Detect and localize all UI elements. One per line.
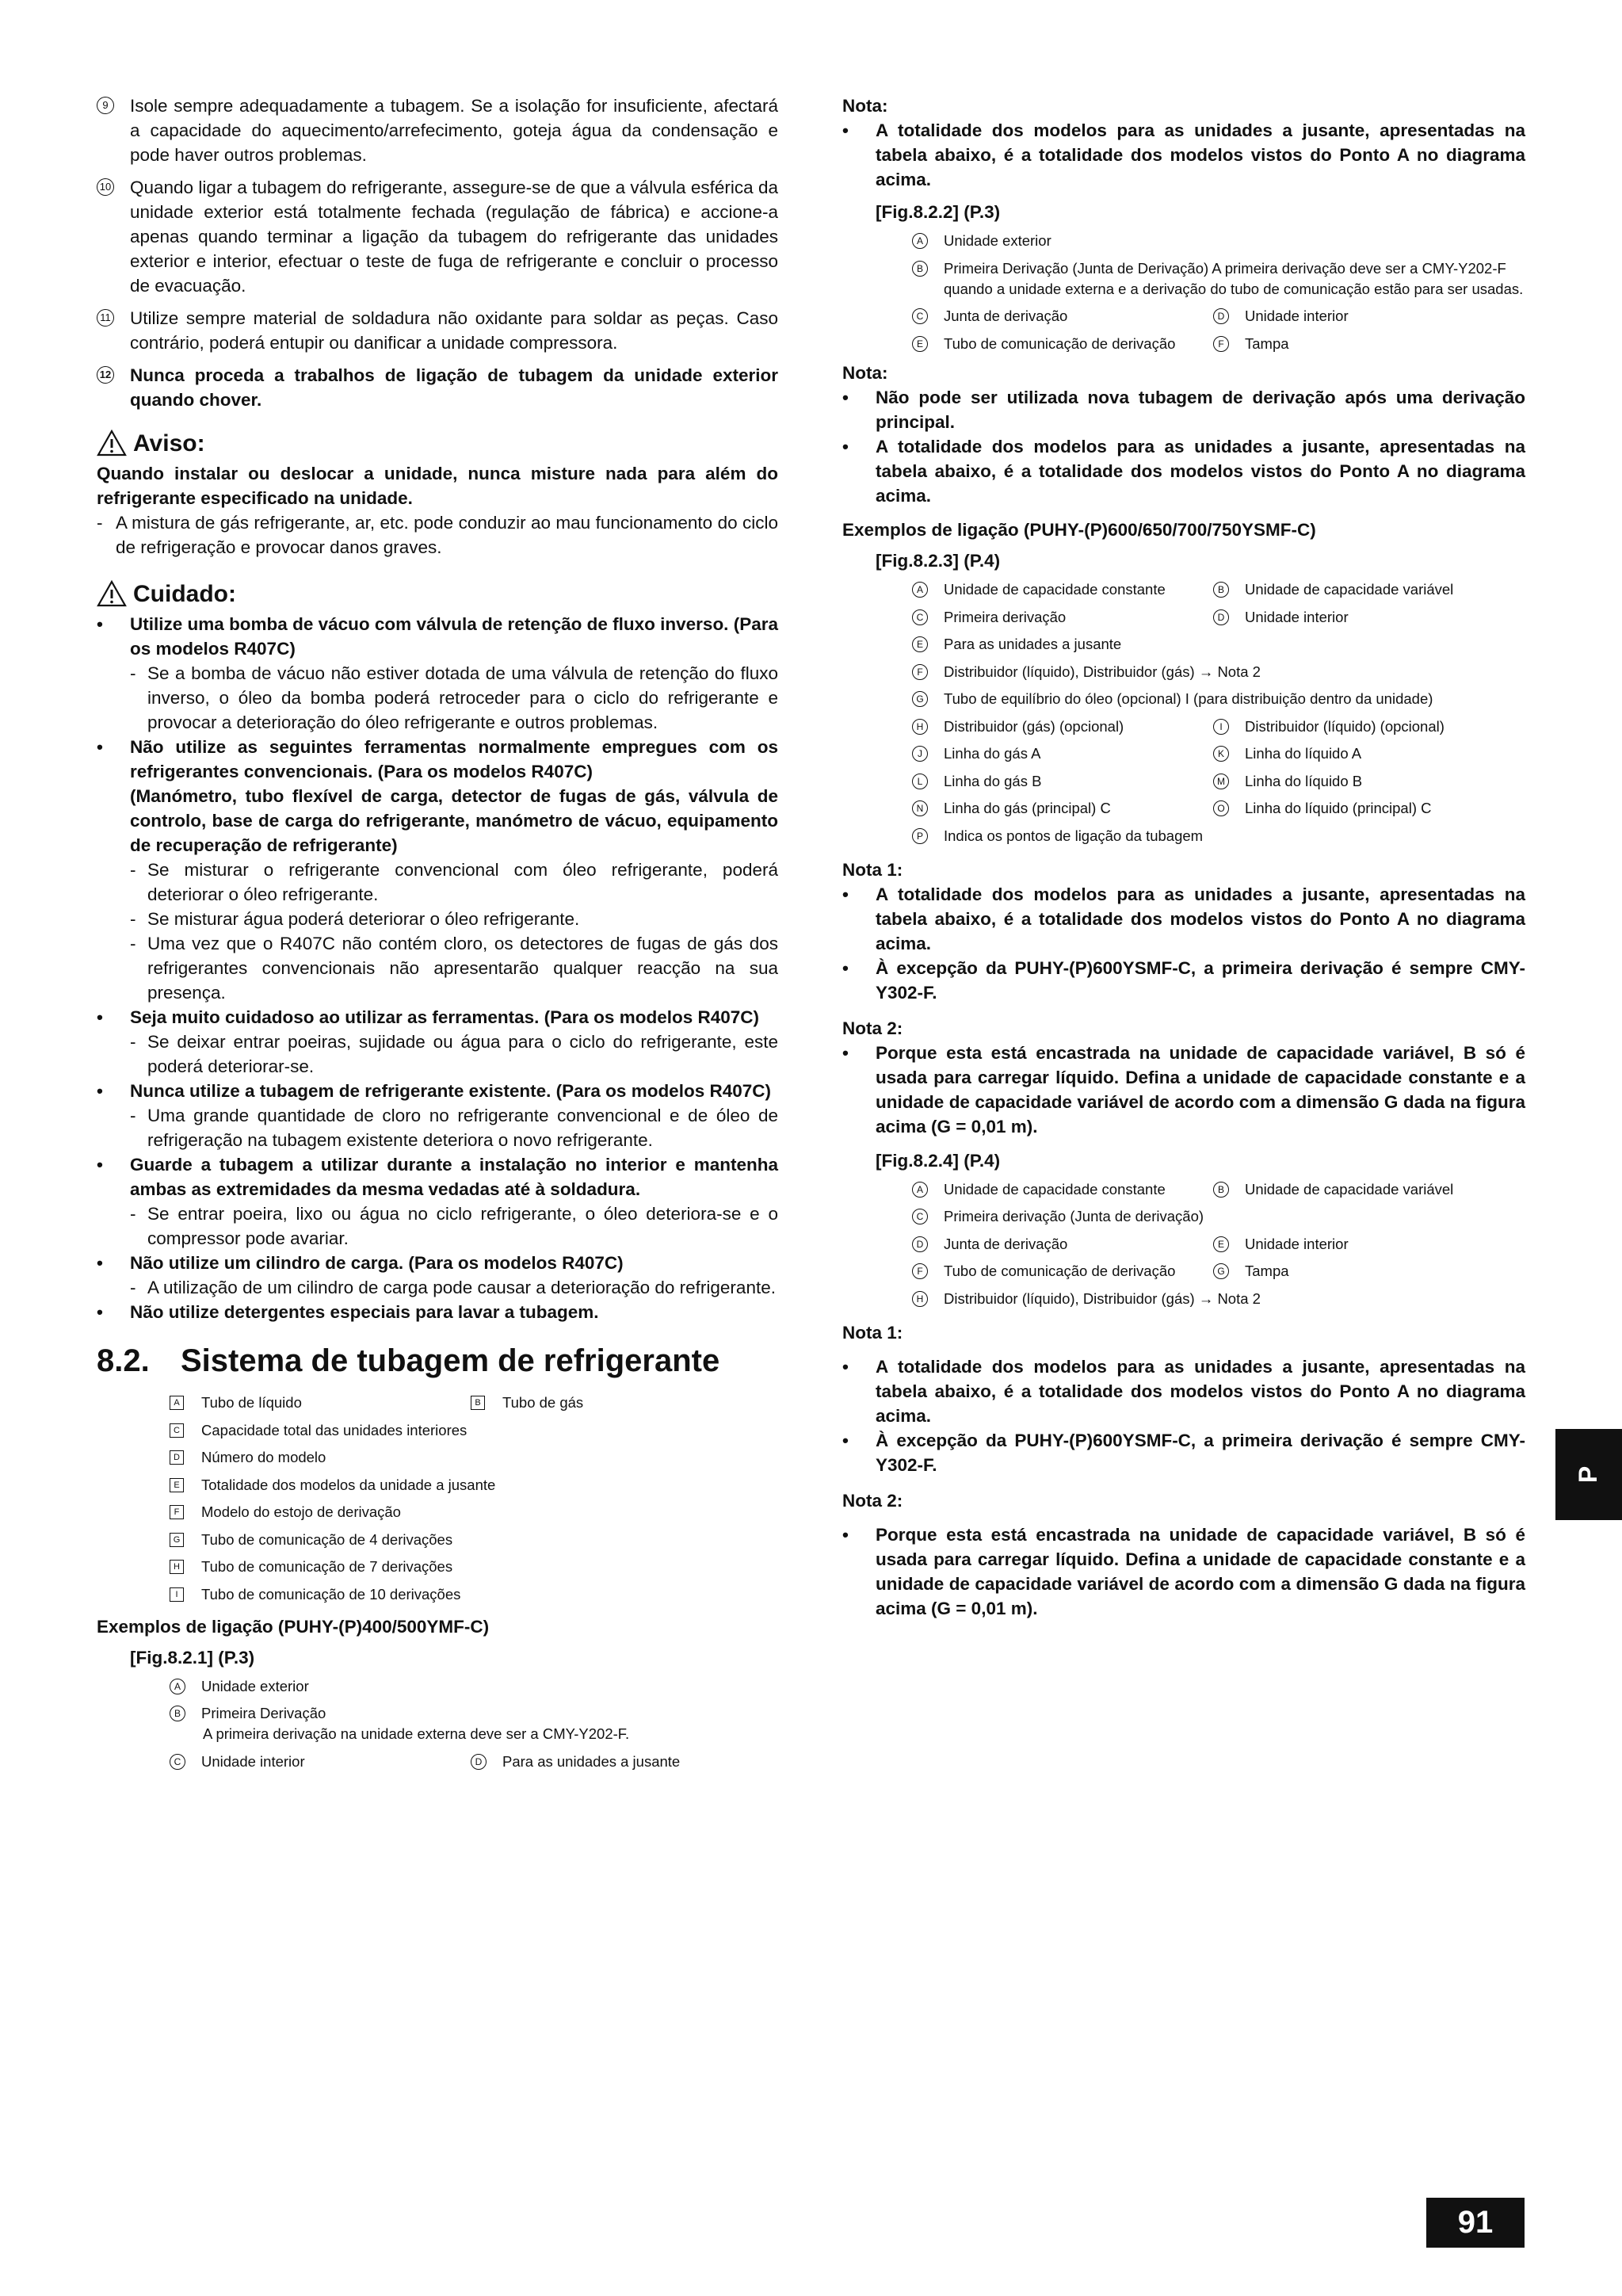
- label-marker: F: [912, 664, 928, 680]
- note-bullet: • Porque esta está encastrada na unidade de capacidade variável, B só é usada para carregar líquido. Defina a unidade de capacidade constante e a unidade de capacidade variável de acordo com a dimensão G dada na figura acima (G = 0,01 m).: [842, 1522, 1525, 1621]
- label-marker: K: [1213, 746, 1229, 762]
- figure-ref: [Fig.8.2.1] (P.3): [130, 1647, 255, 1668]
- label-marker: E: [1213, 1236, 1229, 1252]
- label-marker: N: [912, 800, 928, 816]
- example-title: Exemplos de ligação (PUHY-(P)600/650/700/750YSMF-C): [842, 520, 1316, 540]
- note-label: Nota:: [842, 96, 888, 116]
- list-item-12: 12 Nunca proceda a trabalhos de ligação de tubagem da unidade exterior quando chover.: [97, 363, 778, 412]
- list-item-10: 10 Quando ligar a tubagem do refrigerante, assegure-se de que a válvula esférica da unidade exterior está totalmente fechada (regulação de fábrica) e accione-a apenas quando terminar a ligação da tubagem do refrigerante das unidades exterior e interior, efectuar o teste de fuga de refrigerante e concluir o processo de evacuação.: [97, 175, 778, 298]
- note-label: Nota 2:: [842, 1490, 903, 1511]
- label-marker: C: [170, 1423, 184, 1438]
- item-number: 10: [97, 178, 114, 196]
- label-marker: G: [1213, 1263, 1229, 1279]
- section-title: 8.2. Sistema de tubagem de refrigerante: [97, 1343, 720, 1378]
- label-marker: E: [912, 636, 928, 652]
- warning-icon: [97, 430, 127, 457]
- caution-subtext: (Manómetro, tubo flexível de carga, detector de fugas de gás, válvula de controlo, base de carga do refrigerante, manómetro de vácuo, equipamento de recuperação de refrigerante): [130, 786, 778, 855]
- label-marker: C: [170, 1754, 185, 1770]
- label-marker: D: [1213, 609, 1229, 625]
- caution-bullet: • Seja muito cuidadoso ao utilizar as ferramentas. (Para os modelos R407C): [97, 1005, 778, 1030]
- caution-detail: - Se entrar poeira, lixo ou água no ciclo refrigerante, o óleo deteriora-se e o compressor pode avariar.: [97, 1201, 778, 1251]
- note-bullet: • A totalidade dos modelos para as unidades a jusante, apresentadas na tabela abaixo, é a totalidade dos modelos vistos do Ponto A no diagrama acima.: [842, 882, 1525, 956]
- note-label: Nota 1:: [842, 1322, 903, 1343]
- label-marker: D: [471, 1754, 487, 1770]
- caution-detail: - Se misturar água poderá deteriorar o óleo refrigerante.: [97, 907, 778, 931]
- label-marker: C: [912, 1209, 928, 1224]
- label-marker: C: [912, 609, 928, 625]
- label-marker: E: [912, 336, 928, 352]
- example-title: Exemplos de ligação (PUHY-(P)400/500YMF-C): [97, 1616, 490, 1637]
- label-marker: E: [170, 1478, 184, 1492]
- caution-bullet: • Nunca utilize a tubagem de refrigerante existente. (Para os modelos R407C): [97, 1079, 778, 1103]
- label-marker: B: [912, 261, 928, 277]
- note-bullet: • A totalidade dos modelos para as unidades a jusante, apresentadas na tabela abaixo, é a totalidade dos modelos vistos do Ponto A no diagrama acima.: [842, 118, 1525, 192]
- figure-ref: [Fig.8.2.4] (P.4): [876, 1150, 1001, 1171]
- note-label: Nota:: [842, 363, 888, 383]
- label-marker: A: [912, 582, 928, 598]
- label-marker: A: [912, 233, 928, 249]
- label-marker: M: [1213, 774, 1229, 789]
- label-marker: H: [912, 719, 928, 735]
- label-marker: P: [912, 828, 928, 844]
- label-marker: J: [912, 746, 928, 762]
- label-marker: C: [912, 308, 928, 324]
- note-bullet: • À excepção da PUHY-(P)600YSMF-C, a primeira derivação é sempre CMY-Y302-F.: [842, 1428, 1525, 1477]
- label-marker: H: [170, 1560, 184, 1574]
- label-marker: I: [170, 1587, 184, 1602]
- caution-bullet: • Não utilize as seguintes ferramentas normalmente empregues com os refrigerantes convencionais. (Para os modelos R407C): [97, 735, 778, 784]
- label-marker: D: [912, 1236, 928, 1252]
- label-marker: G: [170, 1533, 184, 1547]
- caution-bullet: • Guarde a tubagem a utilizar durante a instalação no interior e mantenha ambas as extremidades da mesma vedadas até à soldadura.: [97, 1152, 778, 1201]
- note-bullet: • Não pode ser utilizada nova tubagem de derivação após uma derivação principal.: [842, 385, 1525, 434]
- label-marker: D: [1213, 308, 1229, 324]
- item-number: 12: [97, 366, 114, 384]
- caution-detail: - A utilização de um cilindro de carga pode causar a deterioração do refrigerante.: [97, 1275, 778, 1300]
- note-label: Nota 2:: [842, 1018, 903, 1038]
- language-tab: P: [1555, 1429, 1622, 1520]
- caution-detail: - Se deixar entrar poeiras, sujidade ou água para o ciclo do refrigerante, este poderá deteriorar-se.: [97, 1030, 778, 1079]
- caution-detail: - Se misturar o refrigerante convencional com óleo refrigerante, poderá deteriorar o óleo refrigerante.: [97, 858, 778, 907]
- label-marker: O: [1213, 800, 1229, 816]
- caution-bullet: • Não utilize detergentes especiais para lavar a tubagem.: [97, 1300, 778, 1324]
- figure-legend: A Unidade exterior B Primeira Derivação (Junta de Derivação) A primeira derivação deve ser a CMY-Y202-F quando a unidade externa e a derivação do tubo de comunicação estão para ser usadas. C Junta de derivação D Unidade interior E Tubo de comunicação de derivação F Tampa: [912, 231, 1525, 354]
- label-marker: L: [912, 774, 928, 789]
- caution-heading: Cuidado:: [97, 580, 778, 607]
- label-marker: B: [1213, 1182, 1229, 1198]
- item-number: 9: [97, 97, 114, 114]
- figure-legend: A Unidade de capacidade constante B Unidade de capacidade variável C Primeira derivação D Unidade interior E Para as unidades a jusante F Distribuidor (líquido), Distribuidor (gás) → Nota 2 G Tubo de equilíbrio do óleo (opcional) I (para distribuição dentro da unidade) H Distribuidor (gás) (opcional) I Distribuidor (líquido) (opcional) J Linha do gás A K Linha do líquido A L Linha do gás B M Linha do líquido B N Linha do gás (principal) C O Linha do líquido (principal) C P Indica os pontos de ligação da tubagem: [912, 579, 1525, 846]
- label-marker: G: [912, 691, 928, 707]
- label-marker: F: [170, 1505, 184, 1519]
- note-bullet: • À excepção da PUHY-(P)600YSMF-C, a primeira derivação é sempre CMY-Y302-F.: [842, 956, 1525, 1005]
- note-label: Nota 1:: [842, 859, 903, 880]
- label-marker: F: [912, 1263, 928, 1279]
- warning-detail: - A mistura de gás refrigerante, ar, etc. pode conduzir ao mau funcionamento do ciclo de refrigeração e provocar danos graves.: [97, 510, 778, 560]
- label-marker: F: [1213, 336, 1229, 352]
- caution-detail: - Uma vez que o R407C não contém cloro, os detectores de fugas de gás dos refrigerantes convencionais não apresentarão qualquer reacção na sua presença.: [97, 931, 778, 1005]
- warning-text: Quando instalar ou deslocar a unidade, nunca misture nada para além do refrigerante especificado na unidade.: [97, 464, 778, 508]
- figure-legend: A Unidade de capacidade constante B Unidade de capacidade variável C Primeira derivação (Junta de derivação) D Junta de derivação E Unidade interior F Tubo de comunicação de derivação G Tampa H Distribuidor (líquido), Distribuidor (gás) → Nota 2: [912, 1179, 1525, 1309]
- figure-ref: [Fig.8.2.2] (P.3): [876, 202, 1001, 222]
- figure-ref: [Fig.8.2.3] (P.4): [876, 551, 1001, 571]
- figure-legend: A Unidade exterior B Primeira Derivação A primeira derivação na unidade externa deve ser a CMY-Y202-F. C Unidade interior D Para as unidades a jusante: [170, 1676, 778, 1772]
- item-number: 11: [97, 309, 114, 327]
- label-marker: B: [1213, 582, 1229, 598]
- list-item-9: 9 Isole sempre adequadamente a tubagem. Se a isolação for insuficiente, afectará a capacidade do aquecimento/arrefecimento, goteja água da condensação e pode haver outros problemas.: [97, 94, 778, 167]
- list-item-11: 11 Utilize sempre material de soldadura não oxidante para soldar as peças. Caso contrário, poderá entupir ou danificar a unidade compressora.: [97, 306, 778, 355]
- caution-bullet: • Utilize uma bomba de vácuo com válvula de retenção de fluxo inverso. (Para os modelos R407C): [97, 612, 778, 661]
- warning-heading: Aviso:: [97, 430, 778, 457]
- caution-detail: - Uma grande quantidade de cloro no refrigerante convencional e de óleo de refrigeração na tubagem existente deteriora o novo refrigerante.: [97, 1103, 778, 1152]
- section-legend: A Tubo de líquido B Tubo de gás C Capacidade total das unidades interiores D Número do modelo E Totalidade dos modelos da unidade a jusante F Modelo do estojo de derivação G Tubo de comunicação de 4 derivações H Tubo de comunicação de 7 derivações I Tubo de comunicação de 10 derivações: [170, 1392, 778, 1605]
- label-marker: A: [170, 1396, 184, 1410]
- note-bullet: • Porque esta está encastrada na unidade de capacidade variável, B só é usada para carregar líquido. Defina a unidade de capacidade constante e a unidade de capacidade variável de acordo com a dimensão G dada na figura acima (G = 0,01 m).: [842, 1041, 1525, 1139]
- label-marker: B: [170, 1706, 185, 1721]
- label-marker: I: [1213, 719, 1229, 735]
- label-marker: D: [170, 1450, 184, 1465]
- page-number: 91: [1426, 2198, 1525, 2248]
- left-column: [97, 94, 778, 1778]
- label-marker: H: [912, 1291, 928, 1307]
- caution-detail: - Se a bomba de vácuo não estiver dotada de uma válvula de retenção do fluxo inverso, o óleo da bomba poderá retroceder para o ciclo do refrigerante e provocar a deterioração do óleo refrigerante e outros problemas.: [97, 661, 778, 735]
- label-marker: A: [912, 1182, 928, 1198]
- label-marker: A: [170, 1679, 185, 1694]
- label-marker: B: [471, 1396, 485, 1410]
- right-column: [842, 94, 1525, 1621]
- caution-bullet: • Não utilize um cilindro de carga. (Para os modelos R407C): [97, 1251, 778, 1275]
- note-bullet: • A totalidade dos modelos para as unidades a jusante, apresentadas na tabela abaixo, é a totalidade dos modelos vistos do Ponto A no diagrama acima.: [842, 1354, 1525, 1428]
- caution-icon: [97, 580, 127, 607]
- note-bullet: • A totalidade dos modelos para as unidades a jusante, apresentadas na tabela abaixo, é a totalidade dos modelos vistos do Ponto A no diagrama acima.: [842, 434, 1525, 508]
